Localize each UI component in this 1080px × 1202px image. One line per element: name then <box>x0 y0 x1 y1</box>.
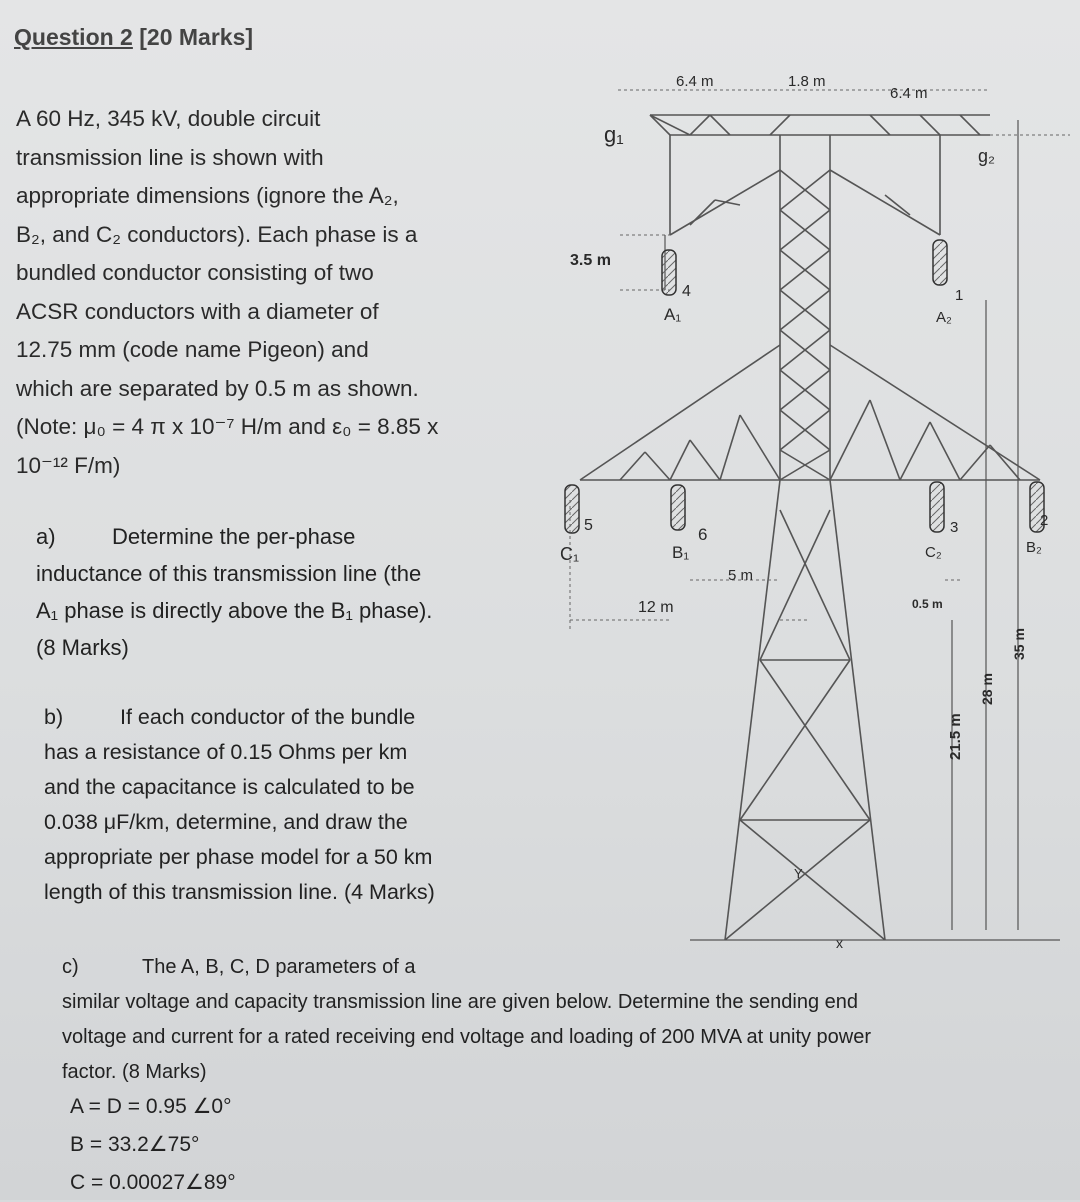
dim-12m: 12 m <box>638 599 674 616</box>
part-a-label: a) <box>36 524 56 549</box>
label-a1: A₁ <box>664 305 682 324</box>
number-a1: 4 <box>682 283 691 300</box>
part-c-text: The A, B, C, D parameters of a <box>142 956 416 978</box>
param-c: C = 0.00027∠89° <box>70 1171 236 1194</box>
insulator-b1 <box>671 485 685 530</box>
tower-svg <box>540 60 1080 960</box>
intro-line: 12.75 mm (code name Pigeon) and <box>16 337 369 362</box>
dim-vertical-upper: 3.5 m <box>570 252 611 269</box>
question-title-label: Question 2 <box>14 24 133 50</box>
intro-line: transmission line is shown with <box>16 144 324 170</box>
intro-line: (Note: μ₀ = 4 π x 10⁻⁷ H/m and ε₀ = 8.85 x <box>16 414 439 439</box>
number-c2: 3 <box>950 519 959 536</box>
part-c <box>62 950 1022 1090</box>
height-21-5: 21.5 m <box>947 713 964 760</box>
insulators <box>565 240 1044 533</box>
part-b-line <box>44 700 514 735</box>
abcd-parameters <box>70 1088 236 1202</box>
label-c1: C₁ <box>560 544 580 564</box>
number-b2: 2 <box>1040 512 1049 529</box>
part-b-line: and the capacitance is calculated to be <box>44 775 415 799</box>
question-intro <box>16 100 486 485</box>
part-a-line: A₁ phase is directly above the B₁ phase). <box>36 598 433 623</box>
dim-top-left: 6.4 m <box>676 73 714 90</box>
dim-bundle: 0.5 m <box>912 597 943 611</box>
part-c-label: c) <box>62 956 79 978</box>
dim-5m: 5 m <box>728 567 754 584</box>
height-28: 28 m <box>979 673 995 705</box>
part-b-line: has a resistance of 0.15 Ohms per km <box>44 740 408 764</box>
label-a2: A₂ <box>936 309 952 326</box>
insulator-a2 <box>933 240 947 285</box>
dim-top-mid: 1.8 m <box>788 73 826 90</box>
intro-line: A 60 Hz, 345 kV, double circuit <box>16 106 321 131</box>
part-a-line <box>36 518 496 555</box>
ground-wire-g2: g₂ <box>978 146 995 166</box>
number-a2: 1 <box>955 287 964 304</box>
param-b: B = 33.2∠75° <box>70 1133 200 1156</box>
param-ad: A = D = 0.95 ∠0° <box>70 1095 232 1118</box>
part-b <box>44 700 514 910</box>
dimension-lines <box>570 90 1070 630</box>
part-b-line: length of this transmission line. (4 Marks) <box>44 880 435 904</box>
part-b-line: 0.038 μF/km, determine, and draw the <box>44 810 408 834</box>
part-c-line: similar voltage and capacity transmission line are given below. Determine the sending end <box>62 991 858 1013</box>
height-dimension-lines <box>665 120 1018 930</box>
label-c2: C₂ <box>925 544 942 561</box>
part-a-line: (8 Marks) <box>36 635 129 660</box>
intro-line: B₂, and C₂ conductors). Each phase is a <box>16 221 418 247</box>
question-title <box>14 24 253 51</box>
insulator-a1 <box>662 250 676 295</box>
ground-wire-g1: g₁ <box>604 122 624 147</box>
intro-line: bundled conductor consisting of two <box>16 260 374 285</box>
part-c-line: factor. (8 Marks) <box>62 1061 207 1083</box>
insulator-c2 <box>930 482 944 532</box>
intro-line: 10⁻¹² F/m) <box>16 452 121 478</box>
part-b-label: b) <box>44 705 64 729</box>
part-c-line: voltage and current for a rated receiving end voltage and loading of 200 MVA at unity power <box>62 1026 872 1048</box>
label-b1: B₁ <box>672 543 690 562</box>
intro-line: ACSR conductors with a diameter of <box>16 298 379 324</box>
height-35: 35 m <box>1011 628 1027 660</box>
question-title-marks: [20 Marks] <box>132 24 254 50</box>
tower-diagram <box>540 60 1080 960</box>
axis-x: x <box>836 935 843 951</box>
part-a <box>36 518 496 666</box>
tower-structure <box>580 115 1060 940</box>
part-a-line: inductance of this transmission line (the <box>36 561 422 586</box>
part-a-text: Determine the per-phase <box>112 524 356 549</box>
number-b1: 6 <box>698 525 708 544</box>
axis-y: Y <box>794 866 803 881</box>
intro-line: which are separated by 0.5 m as shown. <box>16 375 419 401</box>
intro-line: appropriate dimensions (ignore the A₂, <box>16 183 399 208</box>
part-b-text: If each conductor of the bundle <box>120 705 416 729</box>
label-b2: B₂ <box>1026 539 1042 556</box>
number-c1: 5 <box>584 517 593 534</box>
part-b-line: appropriate per phase model for a 50 km <box>44 845 433 869</box>
dim-top-right: 6.4 m <box>890 85 928 102</box>
insulator-c1 <box>565 485 579 533</box>
